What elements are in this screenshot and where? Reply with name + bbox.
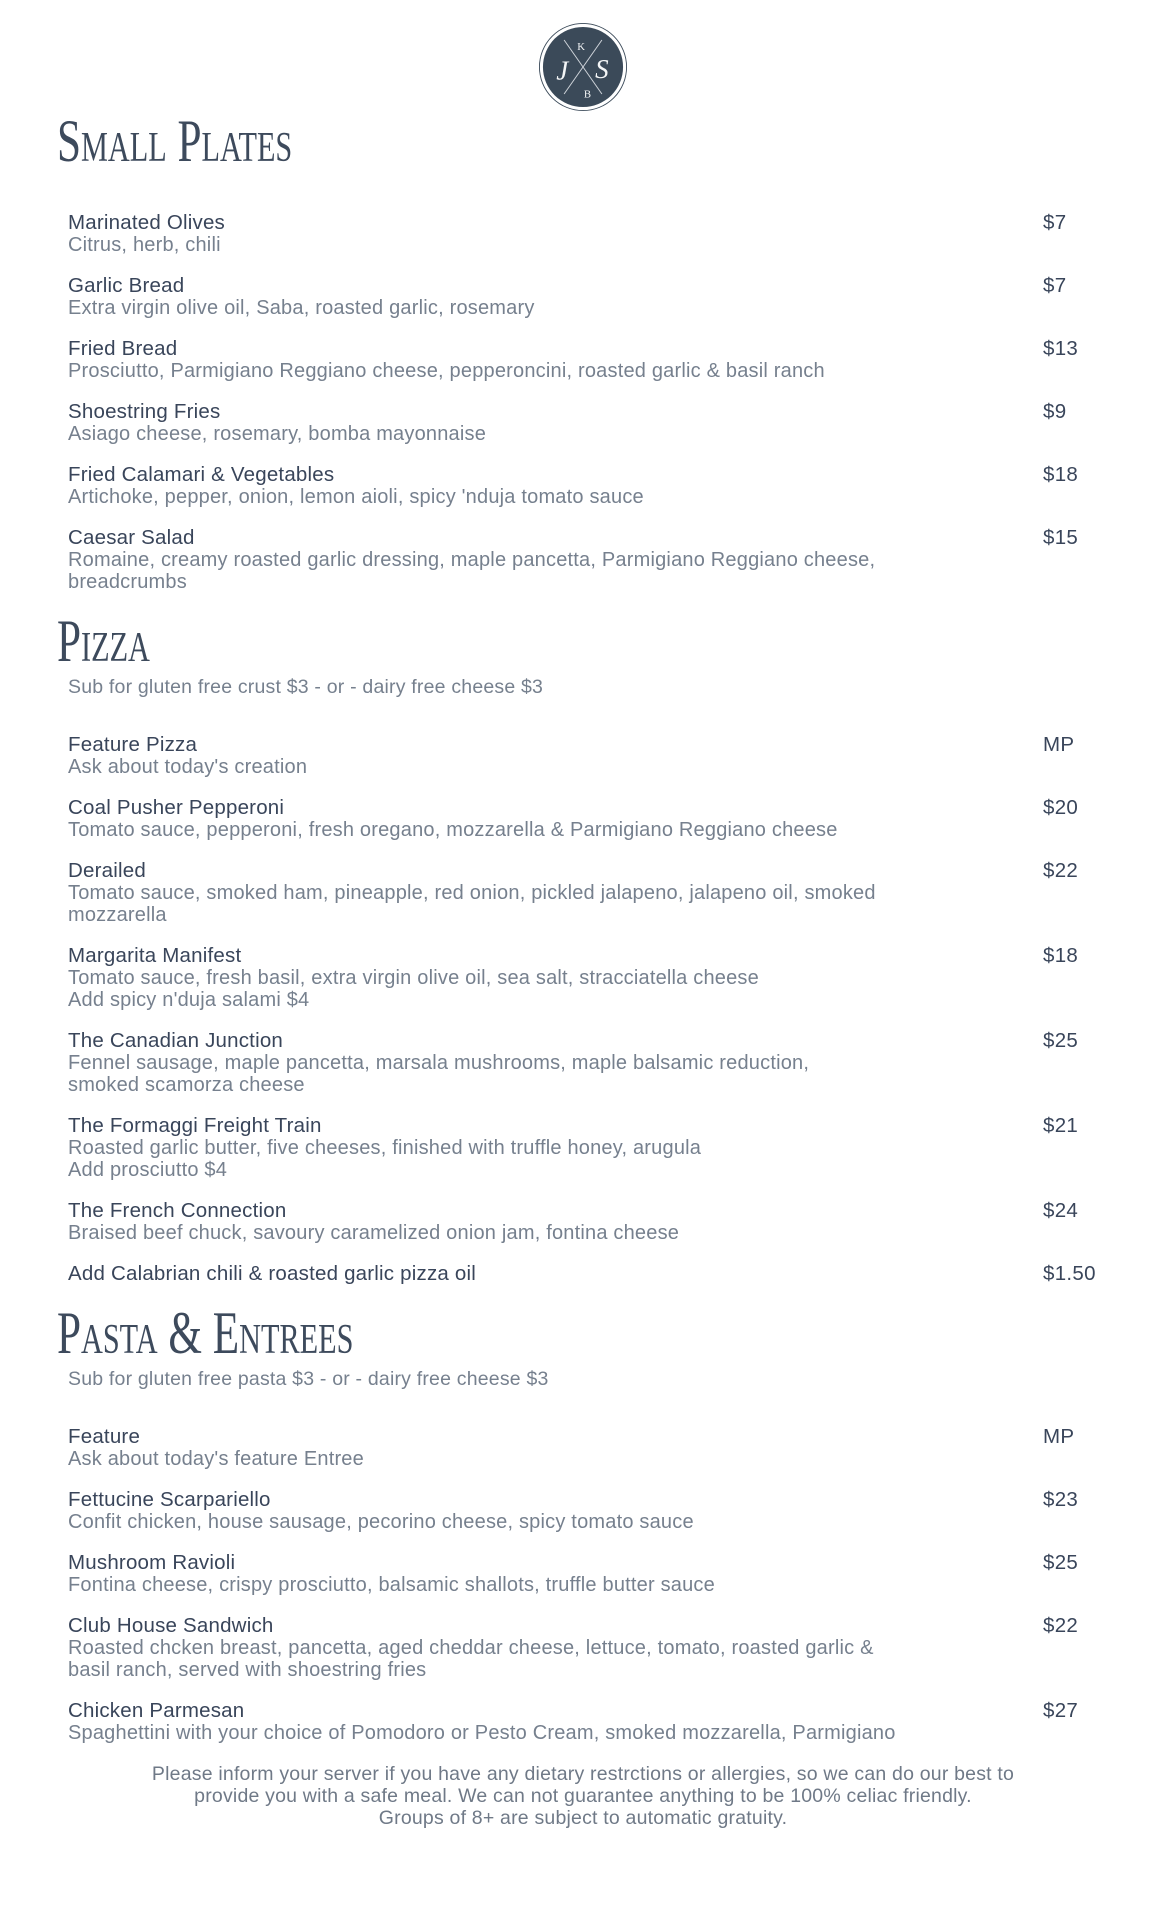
- menu-item: [68, 1426, 1105, 1470]
- item-name: Marinated Olives: [68, 211, 226, 234]
- item-description-line: Roasted garlic butter, five cheeses, finished with truffle honey, arugula: [68, 1137, 702, 1159]
- menu-section-pizza: [57, 608, 1105, 1285]
- item-description-line: Tomato sauce, smoked ham, pineapple, red onion, pickled jalapeno, jalapeno oil, smoked mozzarella: [68, 882, 876, 926]
- item-price: $7: [1043, 274, 1067, 297]
- menu-item: [68, 1115, 1105, 1181]
- menu-section-pasta-entrees: [57, 1300, 1105, 1744]
- item-price: $25: [1043, 1551, 1079, 1574]
- item-name: Margarita Manifest: [68, 944, 242, 967]
- logo-letter-k: K: [577, 40, 586, 53]
- item-name: Garlic Bread: [68, 274, 185, 297]
- menu-item: [68, 338, 1105, 382]
- item-name: Feature Pizza: [68, 733, 198, 756]
- item-description-line: Fennel sausage, maple pancetta, marsala mushrooms, maple balsamic reduction,: [68, 1052, 810, 1074]
- menu-item: [68, 945, 1105, 1011]
- menu-item: [68, 1200, 1105, 1244]
- item-name: Fettucine Scarpariello: [68, 1488, 271, 1511]
- footer-note-line: Groups of 8+ are subject to automatic gratuity.: [378, 1807, 788, 1829]
- item-description-line: Fontina cheese, crispy prosciutto, balsamic shallots, truffle butter sauce: [68, 1574, 715, 1596]
- item-description-line: Confit chicken, house sausage, pecorino cheese, spicy tomato sauce: [68, 1511, 694, 1533]
- item-description-line: Extra virgin olive oil, Saba, roasted garlic, rosemary: [68, 297, 535, 319]
- item-price: $18: [1043, 944, 1079, 967]
- item-price: $7: [1043, 211, 1067, 234]
- item-description-line: Spaghettini with your choice of Pomodoro or Pesto Cream, smoked mozzarella, Parmigiano: [68, 1722, 896, 1744]
- item-description-line: smoked scamorza cheese: [68, 1074, 305, 1096]
- item-name: The Formaggi Freight Train: [68, 1114, 322, 1137]
- item-description-line: Romaine, creamy roasted garlic dressing, maple pancetta, Parmigiano Reggiano cheese,: [68, 549, 876, 571]
- item-price: $22: [1043, 859, 1079, 882]
- item-price: $22: [1043, 1614, 1079, 1637]
- item-price: $20: [1043, 796, 1079, 819]
- menu-item: [68, 275, 1105, 319]
- item-name: Mushroom Ravioli: [68, 1551, 236, 1574]
- item-price: $21: [1043, 1114, 1079, 1137]
- section-title: Pizza: [57, 608, 150, 674]
- item-description-line: breadcrumbs: [68, 571, 187, 593]
- section-title: Small Plates: [57, 108, 293, 174]
- menu-item: [68, 1030, 1105, 1096]
- logo-monogram-icon: [538, 22, 628, 112]
- item-description-line: Citrus, herb, chili: [68, 234, 221, 256]
- restaurant-logo: [0, 0, 1166, 112]
- menu-item: [68, 1552, 1105, 1596]
- menu-item: [68, 860, 1105, 926]
- section-note: Sub for gluten free crust $3 - or - dairy free cheese $3: [68, 676, 544, 698]
- item-description-line: Roasted chcken breast, pancetta, aged cheddar cheese, lettuce, tomato, roasted garlic &: [68, 1637, 874, 1659]
- menu: [0, 108, 1166, 1744]
- item-name: Add Calabrian chili & roasted garlic pizza oil: [68, 1262, 477, 1285]
- item-description-line: Add prosciutto $4: [68, 1159, 228, 1181]
- menu-item: [68, 797, 1105, 841]
- menu-item: [68, 734, 1105, 778]
- item-price: $25: [1043, 1029, 1079, 1052]
- item-price: $24: [1043, 1199, 1079, 1222]
- section-note: Sub for gluten free pasta $3 - or - dairy free cheese $3: [68, 1368, 549, 1390]
- item-name: The Canadian Junction: [68, 1029, 284, 1052]
- logo-letter-b: B: [583, 88, 592, 101]
- item-description-line: Tomato sauce, fresh basil, extra virgin olive oil, sea salt, stracciatella cheese: [68, 967, 759, 989]
- item-description-line: Ask about today's feature Entree: [68, 1448, 364, 1470]
- item-price: $15: [1043, 526, 1079, 549]
- item-description-line: basil ranch, served with shoestring fries: [68, 1659, 427, 1681]
- item-description-line: Add spicy n'duja salami $4: [68, 989, 310, 1011]
- menu-item: [68, 1615, 1105, 1681]
- item-price: $1.50: [1043, 1262, 1096, 1285]
- item-name: Shoestring Fries: [68, 400, 221, 423]
- item-price: $18: [1043, 463, 1079, 486]
- logo-letter-j: J: [556, 55, 569, 86]
- item-description-line: Artichoke, pepper, onion, lemon aioli, spicy 'nduja tomato sauce: [68, 486, 644, 508]
- footer-note-line: provide you with a safe meal. We can not guarantee anything to be 100% celiac friendly.: [194, 1785, 972, 1807]
- footer-note: [0, 1763, 1166, 1829]
- menu-item: [68, 1700, 1105, 1744]
- item-name: Fried Calamari & Vegetables: [68, 463, 335, 486]
- item-name: Coal Pusher Pepperoni: [68, 796, 285, 819]
- item-price: $13: [1043, 337, 1079, 360]
- item-name: Chicken Parmesan: [68, 1699, 245, 1722]
- item-price: MP: [1043, 1425, 1075, 1448]
- item-description-line: Prosciutto, Parmigiano Reggiano cheese, pepperoncini, roasted garlic & basil ranch: [68, 360, 825, 382]
- section-title: Pasta & Entrees: [57, 1300, 354, 1366]
- item-description-line: Asiago cheese, rosemary, bomba mayonnaise: [68, 423, 487, 445]
- menu-item: [68, 212, 1105, 256]
- item-price: $9: [1043, 400, 1067, 423]
- item-price: $27: [1043, 1699, 1079, 1722]
- item-price: $23: [1043, 1488, 1079, 1511]
- item-name: Caesar Salad: [68, 526, 195, 549]
- item-description-line: Tomato sauce, pepperoni, fresh oregano, mozzarella & Parmigiano Reggiano cheese: [68, 819, 838, 841]
- menu-item: [68, 401, 1105, 445]
- item-name: The French Connection: [68, 1199, 287, 1222]
- item-name: Fried Bread: [68, 337, 178, 360]
- item-description-line: Braised beef chuck, savoury caramelized onion jam, fontina cheese: [68, 1222, 680, 1244]
- footer-note-line: Please inform your server if you have any dietary restrctions or allergies, so we can do our best to: [151, 1763, 1015, 1785]
- menu-item: [68, 464, 1105, 508]
- menu-item: [68, 1489, 1105, 1533]
- item-name: Club House Sandwich: [68, 1614, 274, 1637]
- item-description-line: Ask about today's creation: [68, 756, 308, 778]
- menu-item: [68, 1263, 1105, 1285]
- item-name: Derailed: [68, 859, 146, 882]
- menu-section-small-plates: [57, 108, 1105, 593]
- item-price: MP: [1043, 733, 1075, 756]
- logo-letter-s: S: [595, 53, 609, 84]
- menu-item: [68, 527, 1105, 593]
- item-name: Feature: [68, 1425, 141, 1448]
